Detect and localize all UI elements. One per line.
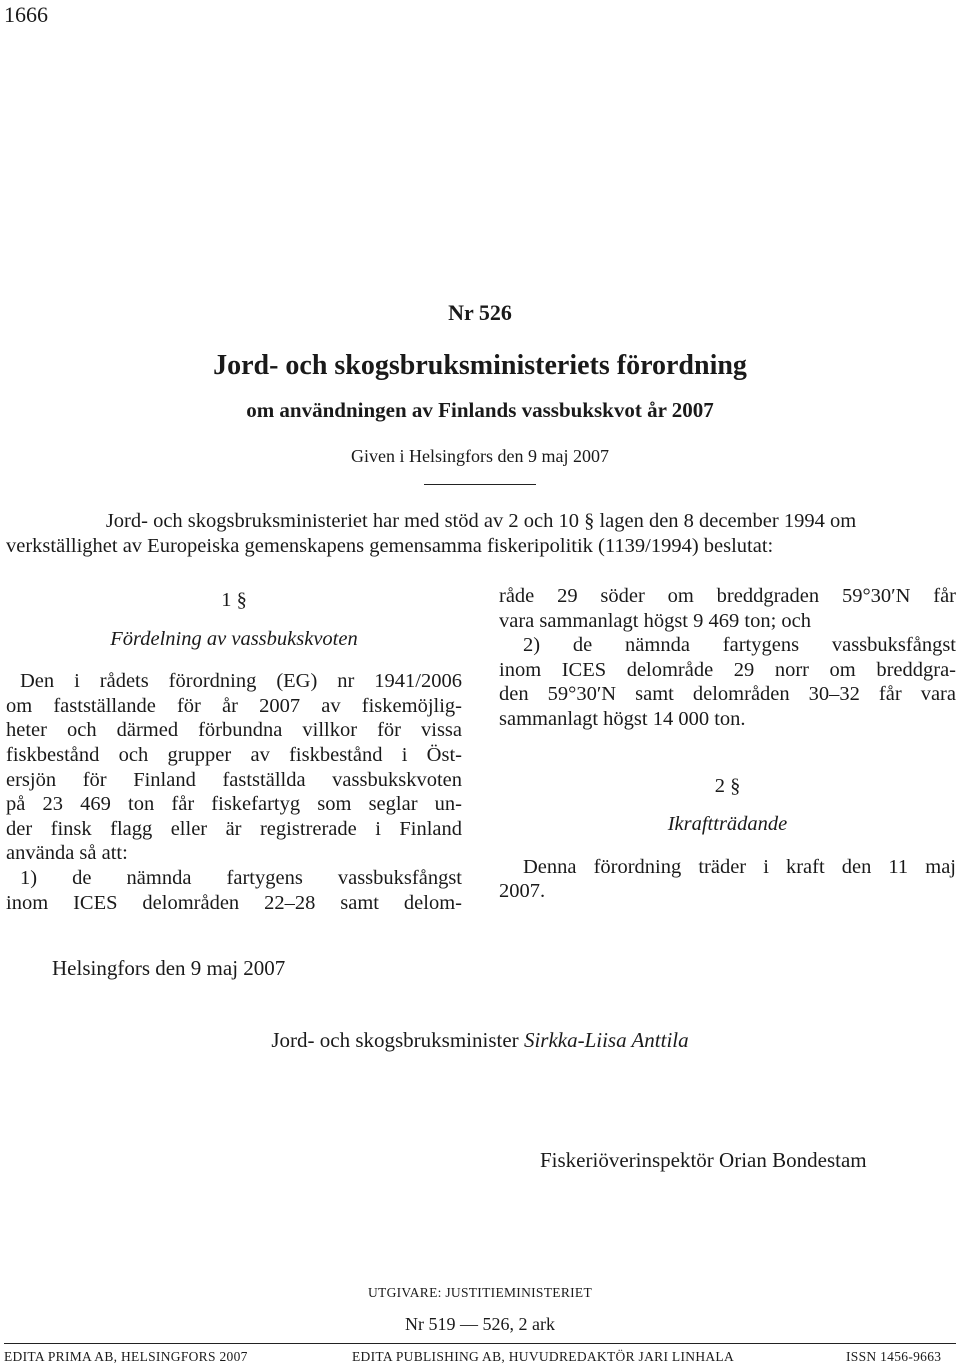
section-1-heading: Fördelning av vassbukskvoten <box>110 627 358 650</box>
text-line: vara sammanlagt högst 9 469 ton; och <box>499 609 811 632</box>
text-line: använda så att: <box>6 842 128 865</box>
signature-place-date: Helsingfors den 9 maj 2007 <box>52 956 286 980</box>
minister-title: Jord- och skogsbruksminister <box>271 1028 519 1052</box>
section-1-item-2 <box>499 633 956 731</box>
text-line: Den i rådets förordning (EG) nr 1941/2006 <box>20 670 462 693</box>
text-line: den 59°30′N samt delområden 30–32 får vara <box>499 683 956 706</box>
issn: ISSN 1456-9663 <box>846 1349 942 1364</box>
issue-info: Nr 519 — 526, 2 ark <box>405 1314 555 1334</box>
section-2-number: 2 § <box>714 774 741 797</box>
section-1-item-1-continued <box>499 584 956 633</box>
section-2-paragraph <box>499 855 956 904</box>
text-line: inom ICES delområde 29 norr om breddgra- <box>499 658 956 681</box>
document-title: Jord- och skogsbruksministeriets förordning <box>213 350 747 381</box>
right-column <box>499 584 956 904</box>
section-2-heading: Ikraftträdande <box>667 813 788 836</box>
footer-divider <box>4 1343 956 1344</box>
text-line: 1) de nämnda fartygens vassbuksfångst <box>20 866 462 889</box>
publisher: UTGIVARE: JUSTITIEMINISTERIET <box>367 1285 593 1300</box>
preamble-line-2: verkställighet av Europeiska gemenskapens gemensamma fiskeripolitik (1139/1994) beslutat: <box>6 535 774 557</box>
text-line: sammanlagt högst 14 000 ton. <box>499 707 746 730</box>
text-line: ersjön för Finland fastställda vassbukskvoten <box>6 768 462 791</box>
text-line: Denna förordning träder i kraft den 11 maj <box>523 855 956 878</box>
text-line: råde 29 söder om breddgraden 59°30′N får <box>499 585 956 607</box>
text-line: 2007. <box>499 880 546 903</box>
text-line: inom ICES delområden 22–28 samt delom- <box>6 891 462 914</box>
page-number: 1666 <box>4 2 48 27</box>
section-1-number: 1 § <box>221 589 247 611</box>
text-line: om fastställande för år 2007 av fiskemöjlig- <box>6 694 462 717</box>
preamble <box>6 509 956 559</box>
given-date: Given i Helsingfors den 9 maj 2007 <box>351 446 609 466</box>
text-line: 2) de nämnda fartygens vassbuksfångst <box>523 634 956 657</box>
preamble-line-1: Jord- och skogsbruksministeriet har med stöd av 2 och 10 § lagen den 8 december 1994 om <box>105 510 857 532</box>
document-subtitle: om användningen av Finlands vassbukskvot år 2007 <box>246 398 714 422</box>
text-line: på 23 469 ton får fiskefartyg som seglar un- <box>6 793 462 816</box>
statute-number: Nr 526 <box>448 300 512 325</box>
editor-info: EDITA PUBLISHING AB, HUVUDREDAKTÖR JARI LINHALA <box>352 1349 735 1364</box>
printer-info: EDITA PRIMA AB, HELSINGFORS 2007 <box>4 1349 248 1364</box>
minister-name: Sirkka-Liisa Anttila <box>523 1028 689 1052</box>
section-1-item-1 <box>6 866 462 915</box>
inspector-signature: Fiskeriöverinspektör Orian Bondestam <box>540 1148 867 1172</box>
left-column <box>6 588 462 915</box>
text-line: fiskbestånd och grupper av fiskbestånd i Öst- <box>6 743 462 766</box>
text-line: heter och därmed förbundna villkor för vissa <box>6 719 462 742</box>
minister-signature <box>0 1026 960 1054</box>
section-1-paragraph <box>6 669 462 866</box>
title-divider <box>424 484 536 485</box>
text-line: der finsk flagg eller är registrerade i Finland <box>6 817 462 840</box>
